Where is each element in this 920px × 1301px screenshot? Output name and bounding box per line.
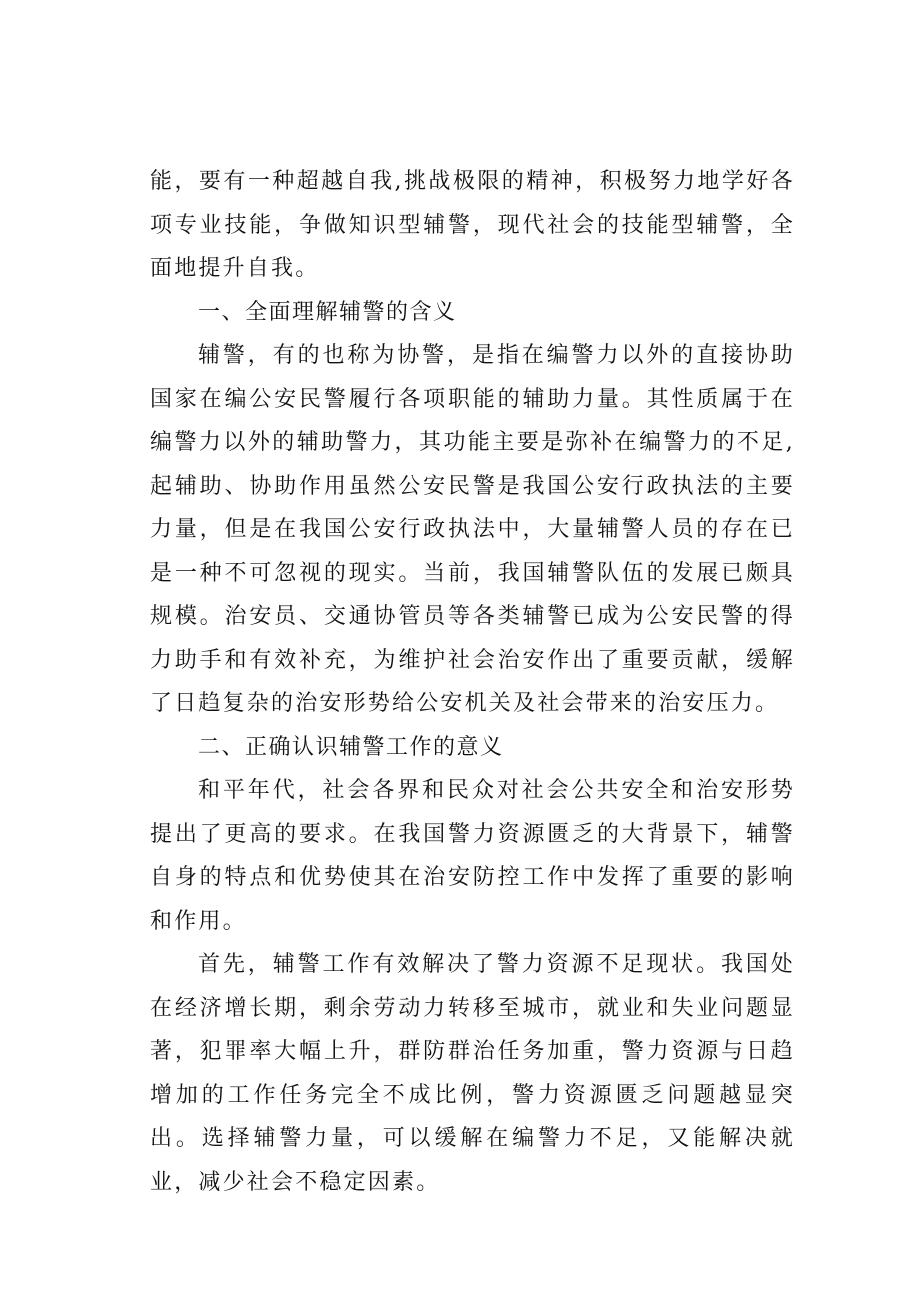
document-body [150, 160, 795, 1204]
paragraph-continuation: 能，要有一种超越自我,挑战极限的精神，积极努力地学好各项专业技能，争做知识型辅警，现代社会的技能型辅警，全面地提升自我。 [150, 169, 795, 281]
paragraph-significance-intro: 和平年代，社会各界和民众对社会公共安全和治安形势提出了更高的要求。在我国警力资源匮乏的大背景下，辅警自身的特点和优势使其在治安防控工作中发挥了重要的影响和作用。 [150, 778, 795, 934]
paragraph-significance-first: 首先，辅警工作有效解决了警力资源不足现状。我国处在经济增长期，剩余劳动力转移至城市，就业和失业问题显著，犯罪率大幅上升，群防群治任务加重，警力资源与日趋增加的工作任务完全不成比例，警力资源匮乏问题越显突出。选择辅警力量，可以缓解在编警力不足，又能解决就业，减少社会不稳定因素。 [150, 952, 795, 1195]
section-heading-2: 二、正确认识辅警工作的意义 [198, 734, 504, 760]
paragraph-definition: 辅警，有的也称为协警，是指在编警力以外的直接协助国家在编公安民警履行各项职能的辅助力量。其性质属于在编警力以外的辅助警力，其功能主要是弥补在编警力的不足,起辅助、协助作用虽然公安民警是我国公安行政执法的主要力量，但是在我国公安行政执法中，大量辅警人员的存在已是一种不可忽视的现实。当前，我国辅警队伍的发展已颇具规模。治安员、交通协管员等各类辅警已成为公安民警的得力助手和有效补充，为维护社会治安作出了重要贡献，缓解了日趋复杂的治安形势给公安机关及社会带来的治安压力。 [150, 343, 795, 716]
section-heading-1: 一、全面理解辅警的含义 [198, 299, 457, 325]
